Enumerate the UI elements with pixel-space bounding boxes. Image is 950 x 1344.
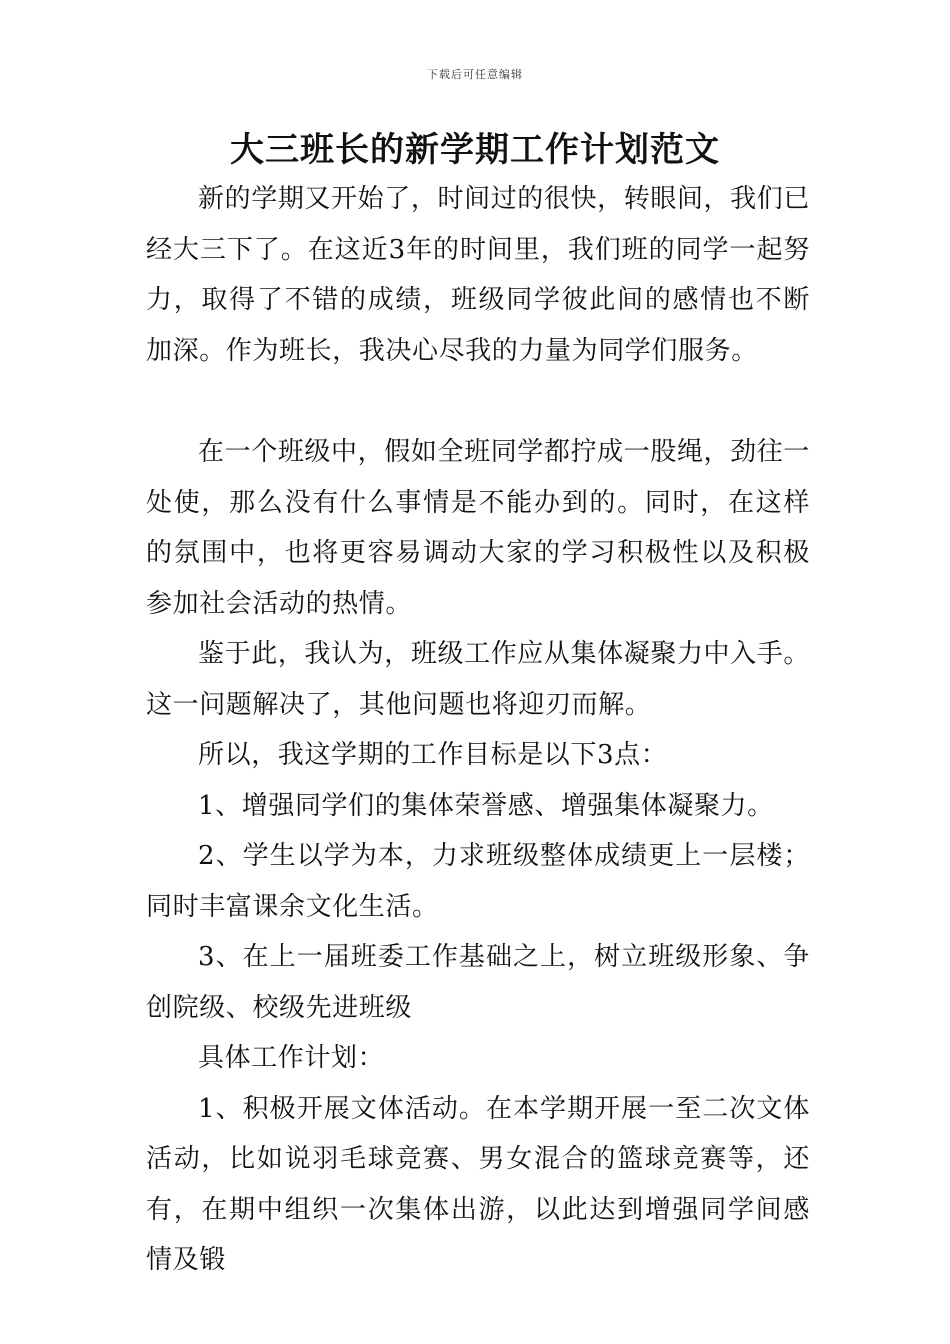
goal-item-2: 2、学生以学为本，力求班级整体成绩更上一层楼；同时丰富课余文化生活。 [146, 841, 810, 922]
document-title: 大三班长的新学期工作计划范文 [230, 130, 720, 170]
paragraph-intro: 新的学期又开始了，时间过的很快，转眼间，我们已经大三下了。在这近3年的时间里，我们班的同学一起努力，取得了不错的成绩，班级同学彼此间的感情也不断加深。作为班长，我决心尽我的力量为同学们服务。 [146, 184, 810, 366]
paragraph-gap [146, 376, 810, 427]
goal-item-3: 3、在上一届班委工作基础之上，树立班级形象、争创院级、校级先进班级 [146, 942, 810, 1023]
paragraph-unity: 在一个班级中，假如全班同学都拧成一股绳，劲往一处使，那么没有什么事情是不能办到的。同时，在这样的氛围中，也将更容易调动大家的学习积极性以及积极参加社会活动的热情。 [146, 437, 810, 619]
plan-item-1: 1、积极开展文体活动。在本学期开展一至二次文体活动，比如说羽毛球竞赛、男女混合的篮球竞赛等，还有，在期中组织一次集体出游，以此达到增强同学间感情及锻 [146, 1093, 810, 1275]
paragraph-cohesion: 鉴于此，我认为，班级工作应从集体凝聚力中入手。这一问题解决了，其他问题也将迎刃而解。 [146, 639, 810, 720]
header-note: 下载后可任意编辑 [427, 68, 523, 81]
plan-heading: 具体工作计划： [198, 1043, 385, 1073]
paragraph-goals-intro: 所以，我这学期的工作目标是以下3点： [198, 740, 668, 770]
document-body [146, 174, 810, 1286]
goal-item-1: 1、增强同学们的集体荣誉感、增强集体凝聚力。 [198, 790, 774, 821]
